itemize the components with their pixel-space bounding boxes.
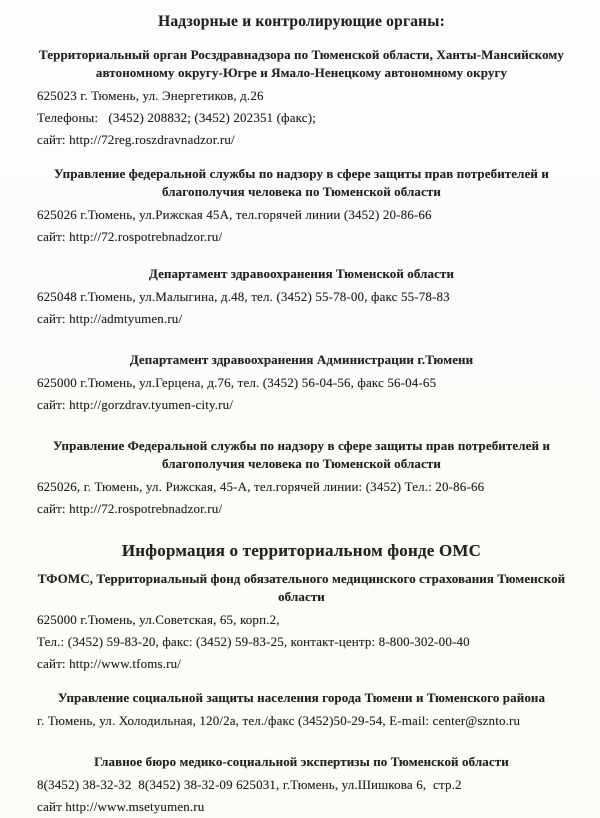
org-heading: Управление федеральной службы по надзору в сфере защиты прав потребителей и благополучия человека по Тюменской области [54,166,549,199]
org-section-tfoms [37,570,566,675]
org-heading: Департамент здравоохранения Тюменской области [148,266,455,281]
org-heading: Территориальный орган Росздравнадзора по Тюменской области, Ханты-Мансийскому автономному округу-Югре и Ямало-Ненецкому автономному округу [39,47,564,80]
org-heading: Главное бюро медико-социальной экспертизы по Тюменской области [94,754,509,769]
org-section-social-protection [37,689,566,732]
org-heading: ТФОМС, Территориальный фонд обязательного медицинского страхования Тюменской области [37,571,566,604]
org-website: сайт: http://gorzdrav.tyumen-city.ru/ [37,397,234,412]
org-address: 625023 г. Тюмень, ул. Энергетиков, д.26 [37,88,264,103]
org-phones: 8(3452) 38-32-32 8(3452) 38-32-09 625031, г.Тюмень, ул.Шишкова 6, стр.2 [37,777,462,792]
org-address: г. Тюмень, ул. Холодильная, 120/2а, тел./факс (3452)50-29-54, E-mail: center@sznto.ru [37,713,521,728]
org-address: 625026, г. Тюмень, ул. Рижская, 45-А, тел.горячей линии: (3452) Тел.: 20-86-66 [37,479,485,494]
oms-section-title: Информация о территориальном фонде ОМС [121,541,482,560]
org-heading: Управление социальной защиты населения города Тюмени и Тюменского района [57,690,546,705]
org-section-roszdravnadzor [37,46,566,151]
org-website: сайт: http://www.tfoms.ru/ [37,656,182,671]
org-address: 625026 г.Тюмень, ул.Рижская 45А, тел.горячей линии (3452) 20-86-66 [37,207,432,222]
org-address: 625000 г.Тюмень, ул.Герцена, д.76, тел. (3452) 56-04-56, факс 56-04-65 [37,375,437,390]
org-website: сайт: http://72reg.roszdravnadzor.ru/ [37,132,235,147]
document-title: Надзорные и контролирующие органы: [158,13,445,30]
org-section-medico-social-expertise [37,753,566,818]
org-heading: Управление Федеральной службы по надзору в сфере защиты прав потребителей и благополучия человека по Тюменской области [52,438,551,471]
org-website: сайт: http://72.rospotrebnadzor.ru/ [37,229,223,244]
org-phones: Телефоны: (3452) 208832; (3452) 202351 (факс); [37,110,316,125]
org-address: 625000 г.Тюмень, ул.Советская, 65, корп.2, [37,612,280,627]
org-section-dept-health-city [37,351,566,416]
org-website: сайт: http://admtyumen.ru/ [37,311,183,326]
org-address: 625048 г.Тюмень, ул.Малыгина, д.48, тел. (3452) 55-78-00, факс 55-78-83 [37,289,450,304]
org-website: сайт: http://72.rospotrebnadzor.ru/ [37,501,223,516]
org-section-rospotrebnadzor-1 [37,165,566,248]
org-section-dept-health-region [37,265,566,330]
org-website: сайт http://www.msetyumen.ru [37,799,205,814]
org-heading: Департамент здравоохранения Администрации г.Тюмени [129,352,474,367]
org-section-rospotrebnadzor-2 [37,437,566,520]
org-phones: Тел.: (3452) 59-83-20, факс: (3452) 59-83-25, контакт-центр: 8-800-302-00-40 [37,634,470,649]
